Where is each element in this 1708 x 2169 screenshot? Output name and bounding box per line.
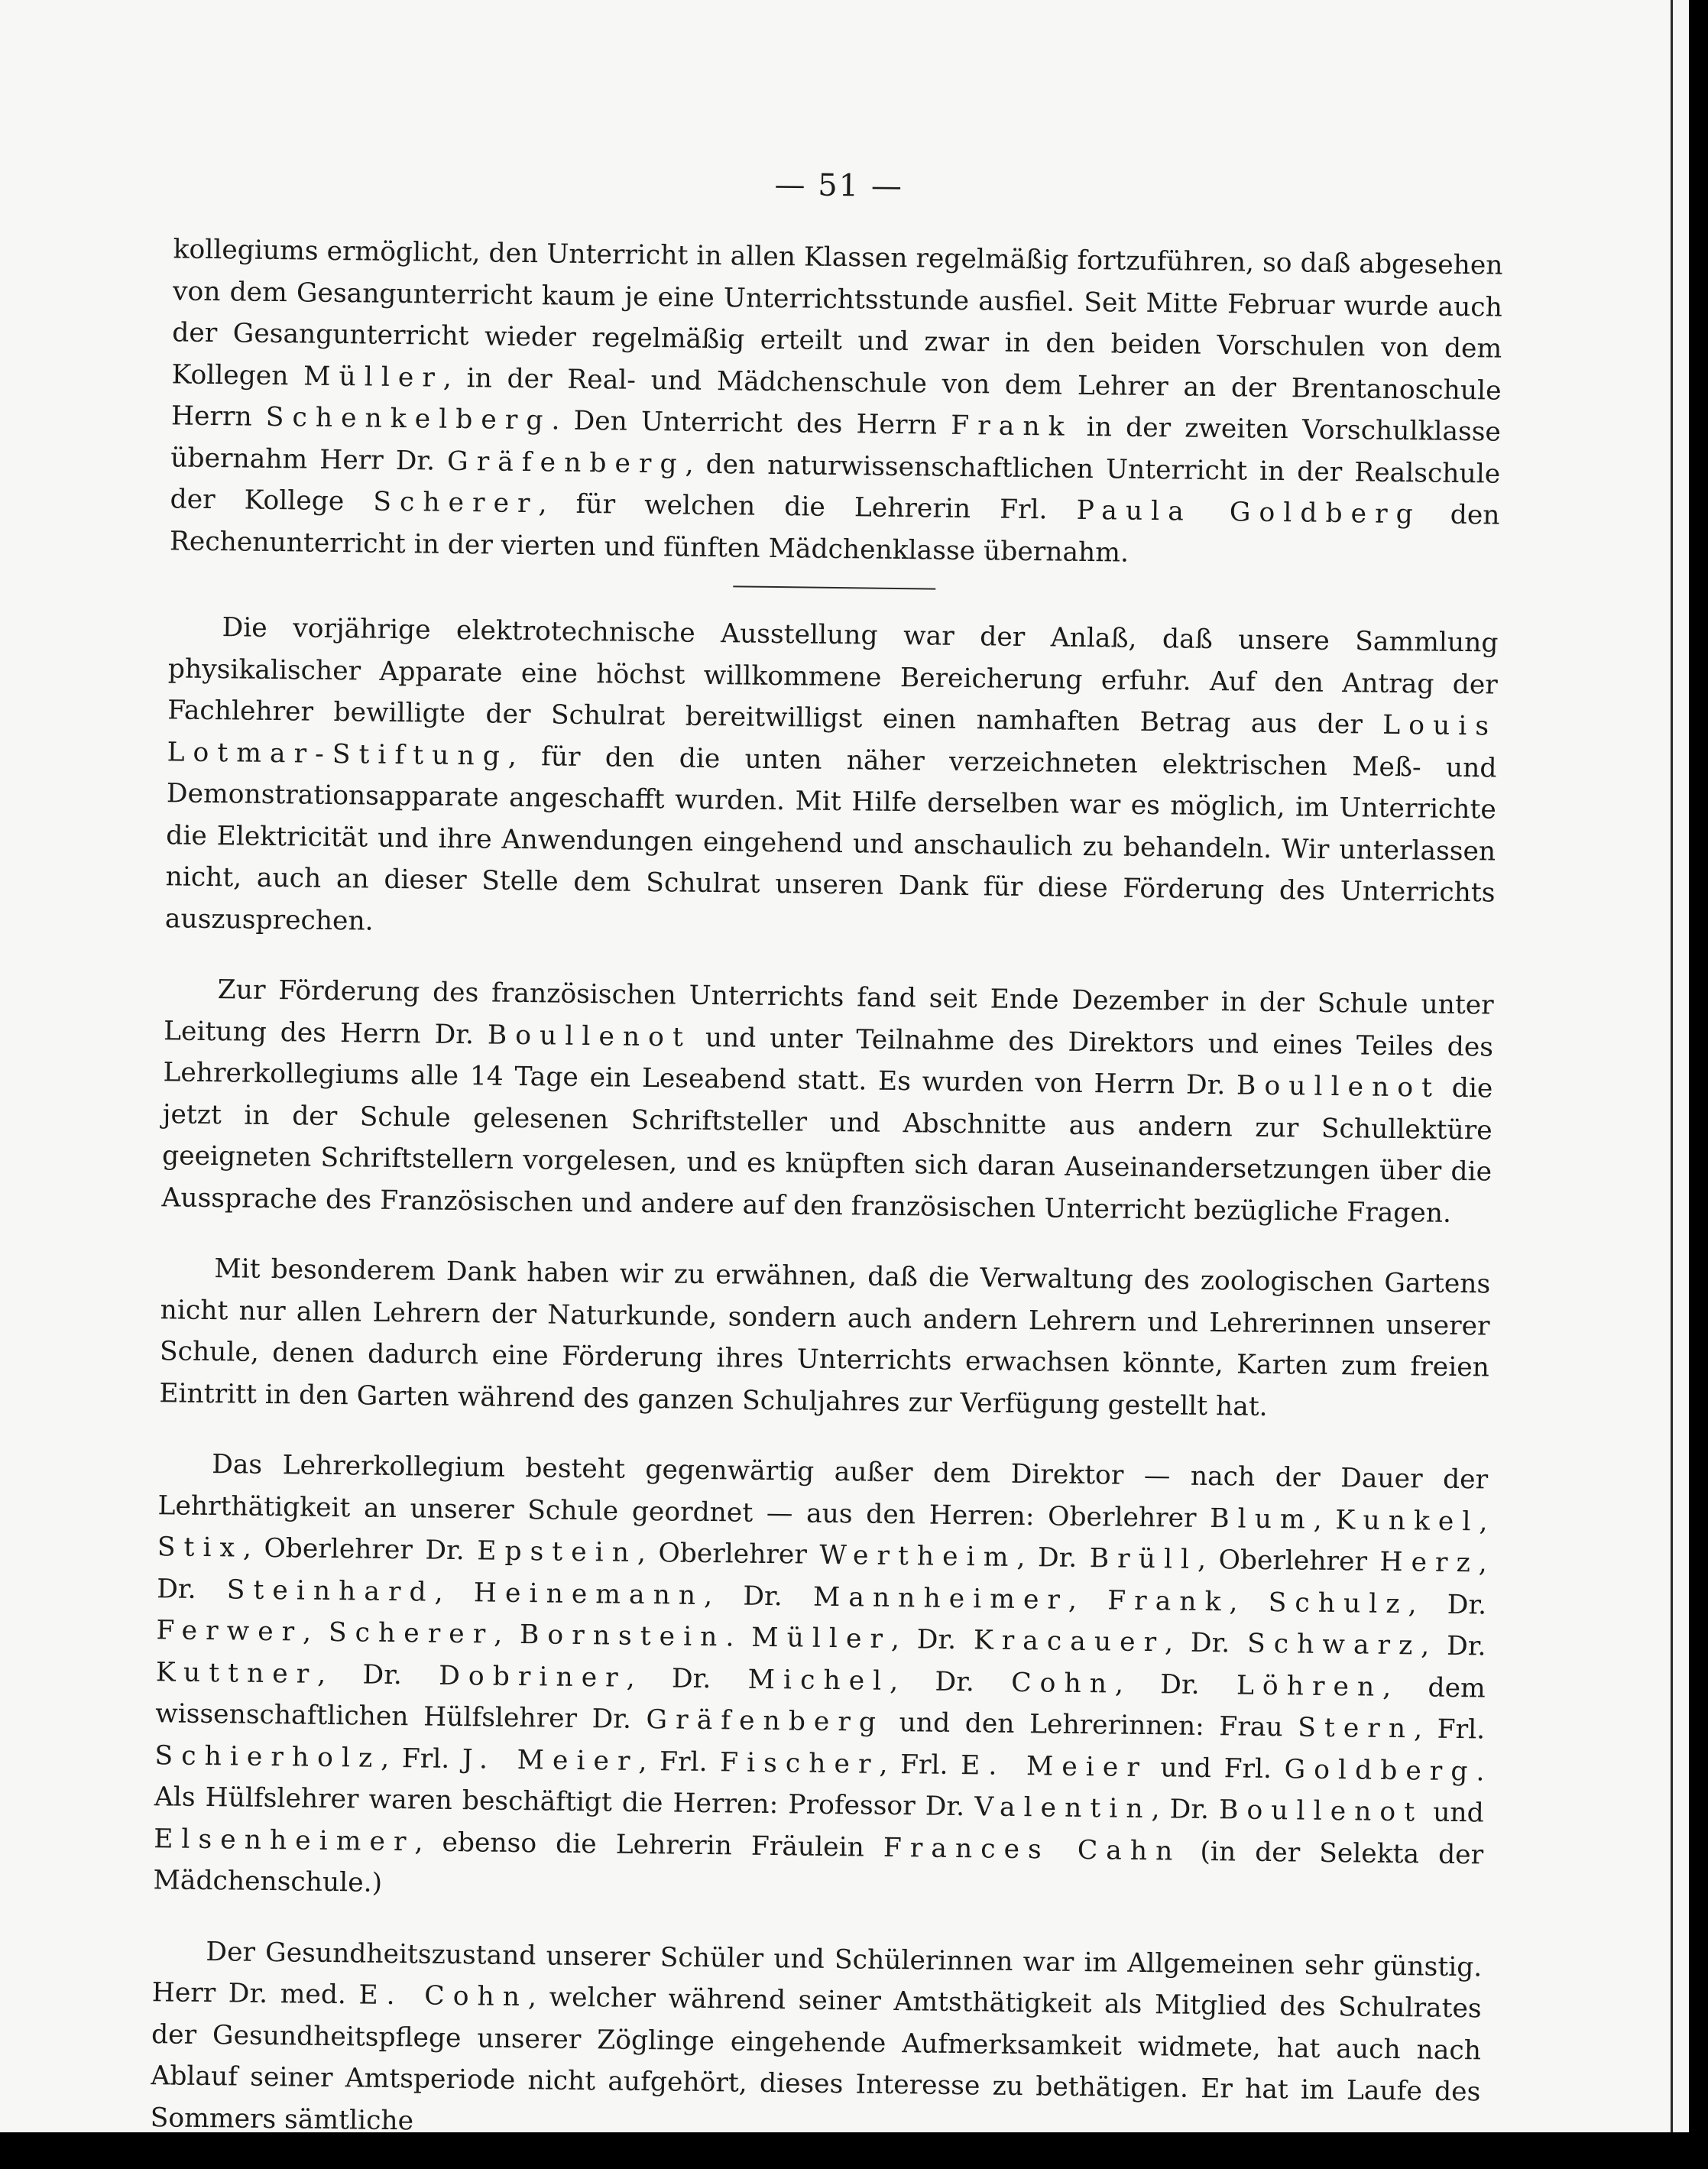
text-run: , Dr. xyxy=(626,1662,748,1695)
spaced-name: Scherer xyxy=(328,1616,494,1650)
spaced-name: Schulz xyxy=(1268,1587,1408,1619)
text-run: , Frl. xyxy=(1413,1713,1486,1746)
text-run: , Oberlehrer Dr. xyxy=(242,1532,478,1567)
spaced-name: Steinhard xyxy=(226,1574,435,1608)
text-run: , xyxy=(434,1577,475,1608)
text-run: , Frl. xyxy=(879,1749,961,1781)
text-run: , welcher während seiner Amtsthätigkeit als Mitglied des Schulrates der Gesundheitspflege unserer Zöglinge eingehende Aufmerksamkeit widmete, hat auch nach Ablauf seiner Amtsperiode nicht aufgehört, dieses Interesse zu bethätigen. Er hat im Laufe des Sommers sämtliche xyxy=(150,1982,1482,2136)
text-run: , in der Real- und Mädchenschule von dem Lehrer an der Brentanoschule Herrn xyxy=(170,362,1502,433)
text-run: , xyxy=(1479,1506,1488,1537)
paragraph-zoologischer-garten xyxy=(159,1247,1491,1430)
spaced-name: Müller xyxy=(303,360,444,394)
spaced-name: Valentin xyxy=(974,1791,1152,1825)
spaced-name: Löhren xyxy=(1236,1670,1383,1703)
spaced-name: Brüll xyxy=(1089,1543,1198,1575)
text-run: , Frl. xyxy=(381,1743,463,1775)
text-run: , Dr. xyxy=(1421,1630,1486,1662)
paragraph-gesangunterricht xyxy=(170,229,1503,578)
spaced-name: Boullenot xyxy=(487,1019,692,1053)
text-run: , Dr. xyxy=(1114,1668,1237,1701)
spaced-name: Stix xyxy=(157,1532,244,1564)
spaced-name: Boullenot xyxy=(1236,1070,1441,1104)
spaced-name: Heinemann xyxy=(473,1577,705,1611)
spaced-name: Schenkelberg xyxy=(265,401,552,436)
spaced-name: Schwarz xyxy=(1246,1628,1421,1662)
spaced-name: Goldberg xyxy=(1284,1753,1476,1787)
spaced-name: Kracauer xyxy=(973,1625,1165,1658)
text-run: , für den die unten näher verzeichneten elektrischen Meß- und Demonstrationsapparate angeschafft wurden. Mit Hilfe derselben war es möglich, im Unterrichte die Elektricität und ihre Anwendungen eingehend und anschaulich zu behandeln. Wir unterlassen nicht, auch an dieser Stelle dem Schulrat unseren Dank für diese Förderung des Unterrichts auszusprechen. xyxy=(164,741,1497,937)
paragraph-gesundheitszustand xyxy=(150,1931,1482,2155)
text-run: , xyxy=(1229,1586,1269,1618)
text-run: die jetzt in der Schule gelesenen Schriftsteller und Abschnitte aus andern zur Schullektüre geeigneten Schriftstellern vorgelesen, und es knüpften sich daran Auseinandersetzungen über die Aussprache des Französischen und andere auf den französischen Unterricht bezügliche Fragen. xyxy=(161,1072,1493,1229)
text-run: und Frl. xyxy=(1147,1752,1285,1785)
spaced-name: Epstein xyxy=(476,1535,638,1568)
page-edge-line xyxy=(1671,0,1673,2132)
document-page xyxy=(150,160,1504,2154)
spaced-name: Müller xyxy=(751,1622,892,1655)
text-run: , Oberlehrer xyxy=(637,1537,820,1571)
spaced-name: J. Meier xyxy=(462,1743,639,1777)
text-run: Zur Förderung des französischen Unterrichts fand seit Ende Dezember in der Schule unter Leitung des Herrn Dr. xyxy=(163,974,1494,1050)
spaced-name: Paula Goldberg xyxy=(1076,494,1421,530)
text-run: den Rechenunterricht in der vierten und fünften Mädchenklasse übernahm. xyxy=(169,499,1500,569)
text-run: kollegiums ermöglicht, den Unterricht in allen Klassen regelmäßig fortzuführen, so daß abgesehen von dem Gesangunterricht kaum je eine Unterrichtsstunde ausfiel. Seit Mitte Februar wurde auch der Gesangunterricht wieder regelmäßig erteilt und zwar in den beiden Vorschulen von dem Kollegen xyxy=(171,234,1503,391)
text-run: Die vorjährige elektrotechnische Ausstellung war der Anlaß, daß unsere Sammlung physikalischer Apparate eine höchst willkommene Bereicherung erfuhr. Auf den Antrag der Fachlehrer bewilligte der Schulrat bereitwilligst einen namhaften Betrag aus der xyxy=(167,612,1499,741)
text-run: , ebenso die Lehrerin Fräulein xyxy=(414,1826,884,1863)
spaced-name: E. Cohn xyxy=(358,1979,529,2013)
text-run: . Als Hülfslehrer waren beschäftigt die Herren: Professor Dr. xyxy=(154,1756,1485,1823)
spaced-name: Kuttner xyxy=(155,1656,318,1690)
spaced-name: Frank xyxy=(951,410,1073,443)
spaced-name: Scherer xyxy=(373,486,539,520)
spaced-name: Herz xyxy=(1379,1546,1480,1579)
text-run: und unter Teilnahme des Direktors und eines Teiles des Lehrerkollegiums alle 14 Tage ein Leseabend statt. Es wurden von Herrn Dr. xyxy=(163,1022,1494,1101)
spaced-name: Blum xyxy=(1210,1503,1314,1535)
text-run: , xyxy=(1313,1504,1336,1535)
spaced-name: Gräfenberg xyxy=(646,1704,885,1738)
text-run: Das Lehrerkollegium besteht gegenwärtig außer dem Direktor — nach der Dauer der Lehrthätigkeit an unserer Schule geordnet — aus den Herren: Oberlehrer xyxy=(157,1449,1489,1534)
spaced-name: Michel xyxy=(747,1664,890,1697)
spaced-name: Louis Lotmar-Stiftung xyxy=(167,709,1498,772)
text-run: , Dr. xyxy=(890,1623,974,1656)
spaced-name: Fischer xyxy=(719,1746,880,1780)
spaced-name: Boullenot xyxy=(1218,1795,1424,1828)
spaced-name: Bornstein xyxy=(519,1619,726,1653)
spaced-name: Cohn xyxy=(1010,1667,1116,1700)
text-run: , Dr. xyxy=(156,1548,1488,1605)
text-run: , Dr. xyxy=(317,1658,439,1691)
text-run: , für welchen die Lehrerin Frl. xyxy=(538,488,1077,526)
scan-border-right xyxy=(1689,0,1708,2169)
text-run: , Dr. xyxy=(1016,1542,1091,1574)
text-run: , Dr. xyxy=(1151,1794,1220,1826)
text-run: und den Lehrerinnen: Frau xyxy=(883,1707,1298,1743)
spaced-name: E. Meier xyxy=(960,1749,1149,1783)
text-run: , xyxy=(494,1619,520,1651)
spaced-name: Ferwer xyxy=(156,1615,303,1648)
text-run: , dem wissenschaftlichen Hülfslehrer Dr. xyxy=(154,1671,1486,1736)
section-divider xyxy=(733,585,935,589)
text-run: , Oberlehrer xyxy=(1197,1544,1380,1577)
text-run: (in der Selekta der Mädchenschule.) xyxy=(153,1836,1484,1898)
spaced-name: Kunkel xyxy=(1335,1504,1480,1537)
text-run: , Frl. xyxy=(638,1746,721,1778)
spaced-name: Frank xyxy=(1107,1584,1230,1617)
spaced-name: Stern xyxy=(1298,1712,1415,1745)
text-run: , xyxy=(302,1616,329,1648)
spaced-name: Gräfenberg xyxy=(446,446,685,480)
text-run: in der zweiten Vorschulklasse übernahm Herr Dr. xyxy=(170,411,1502,477)
text-run: , Dr. xyxy=(890,1665,1012,1698)
text-run: , Dr. xyxy=(703,1580,814,1613)
text-run: , Dr. xyxy=(1408,1588,1487,1620)
paragraph-franzoesisch-leseabend xyxy=(161,968,1494,1234)
text-run: , xyxy=(1068,1584,1108,1616)
text-run: . Den Unterricht des Herrn xyxy=(551,405,951,441)
page-number: — 51 — xyxy=(774,167,904,205)
text-run: , Dr. xyxy=(1164,1627,1248,1659)
spaced-name: Wertheim xyxy=(819,1539,1017,1573)
paragraph-lehrerkollegium xyxy=(153,1443,1488,1918)
text-run: und xyxy=(1422,1797,1484,1829)
spaced-name: Schierholz xyxy=(154,1739,381,1774)
spaced-name: Frances Cahn xyxy=(883,1832,1181,1867)
spaced-name: Elsenheimer xyxy=(153,1823,415,1857)
text-run: , den naturwissenschaftlichen Unterricht in der Realschule der Kollege xyxy=(170,449,1501,517)
text-run: Mit besonderem Dank haben wir zu erwähnen, daß die Verwaltung des zoologischen Gartens nicht nur allen Lehrern der Naturkunde, sondern auch andern Lehrern und Lehrerinnen unserer Schule, denen dadurch eine Förderung ihres Unterrichts erwachsen könnte, Karten zum freien Eintritt in den Garten während des ganzen Schuljahres zur Verfügung gestellt hat. xyxy=(159,1253,1491,1422)
spaced-name: Dobriner xyxy=(438,1660,627,1694)
text-run: Der Gesundheitszustand unserer Schüler und Schülerinnen war im Allgemeinen sehr günstig. Herr Dr. med. xyxy=(151,1936,1483,2011)
text-run: . xyxy=(725,1622,752,1653)
spaced-name: Mannheimer xyxy=(812,1581,1069,1616)
paragraph-physik-sammlung xyxy=(165,606,1499,955)
